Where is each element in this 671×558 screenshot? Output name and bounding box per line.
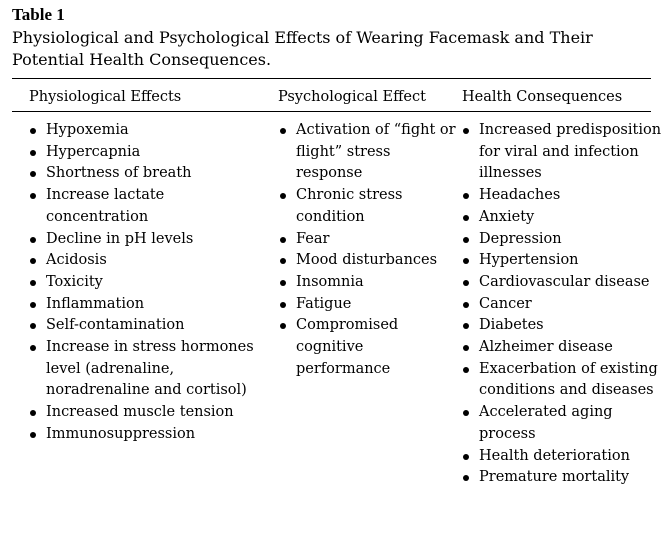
list-item: Immunosuppression <box>29 424 269 446</box>
list-item: Activation of “fight or flight” stress response <box>279 120 457 185</box>
list-item: Chronic stress condition <box>279 185 457 228</box>
list-item: Toxicity <box>29 272 269 294</box>
list-item: Headaches <box>462 185 662 207</box>
physiological-effects-list <box>29 120 269 446</box>
list-item: Accelerated aging process <box>462 402 662 445</box>
list-item: Alzheimer disease <box>462 337 662 359</box>
list-item: Cancer <box>462 294 662 316</box>
list-item: Depression <box>462 229 662 251</box>
list-item: Fear <box>279 229 457 251</box>
list-item: Diabetes <box>462 315 662 337</box>
list-item: Cardiovascular disease <box>462 272 662 294</box>
list-item: Hypercapnia <box>29 142 269 164</box>
list-item: Hypertension <box>462 250 662 272</box>
table-label: Table 1 <box>12 5 65 24</box>
column-header-psychological: Psychological Effect <box>278 89 426 105</box>
list-item: Anxiety <box>462 207 662 229</box>
list-item: Self-contamination <box>29 315 269 337</box>
list-item: Health deterioration <box>462 446 662 468</box>
list-item: Inflammation <box>29 294 269 316</box>
table-header-rule <box>12 111 651 112</box>
list-item: Fatigue <box>279 294 457 316</box>
list-item: Acidosis <box>29 250 269 272</box>
list-item: Decline in pH levels <box>29 229 269 251</box>
list-item: Increased predisposition for viral and infection illnesses <box>462 120 662 185</box>
health-consequences-list <box>462 120 662 489</box>
list-item: Increase in stress hormones level (adrenaline, noradrenaline and cortisol) <box>29 337 269 402</box>
list-item: Compromised cognitive performance <box>279 315 457 380</box>
list-item: Increase lactate concentration <box>29 185 269 228</box>
list-item: Shortness of breath <box>29 163 269 185</box>
list-item: Increased muscle tension <box>29 402 269 424</box>
list-item: Mood disturbances <box>279 250 457 272</box>
list-item: Insomnia <box>279 272 457 294</box>
list-item: Premature mortality <box>462 467 662 489</box>
psychological-effects-list <box>279 120 457 380</box>
column-header-physiological: Physiological Effects <box>29 89 182 105</box>
column-header-health: Health Consequences <box>462 89 623 105</box>
list-item: Hypoxemia <box>29 120 269 142</box>
table-top-rule <box>12 78 651 79</box>
list-item: Exacerbation of existing conditions and diseases <box>462 359 662 402</box>
table-caption: Physiological and Psychological Effects of Wearing Facemask and Their Potential Health Consequences. <box>12 28 593 69</box>
